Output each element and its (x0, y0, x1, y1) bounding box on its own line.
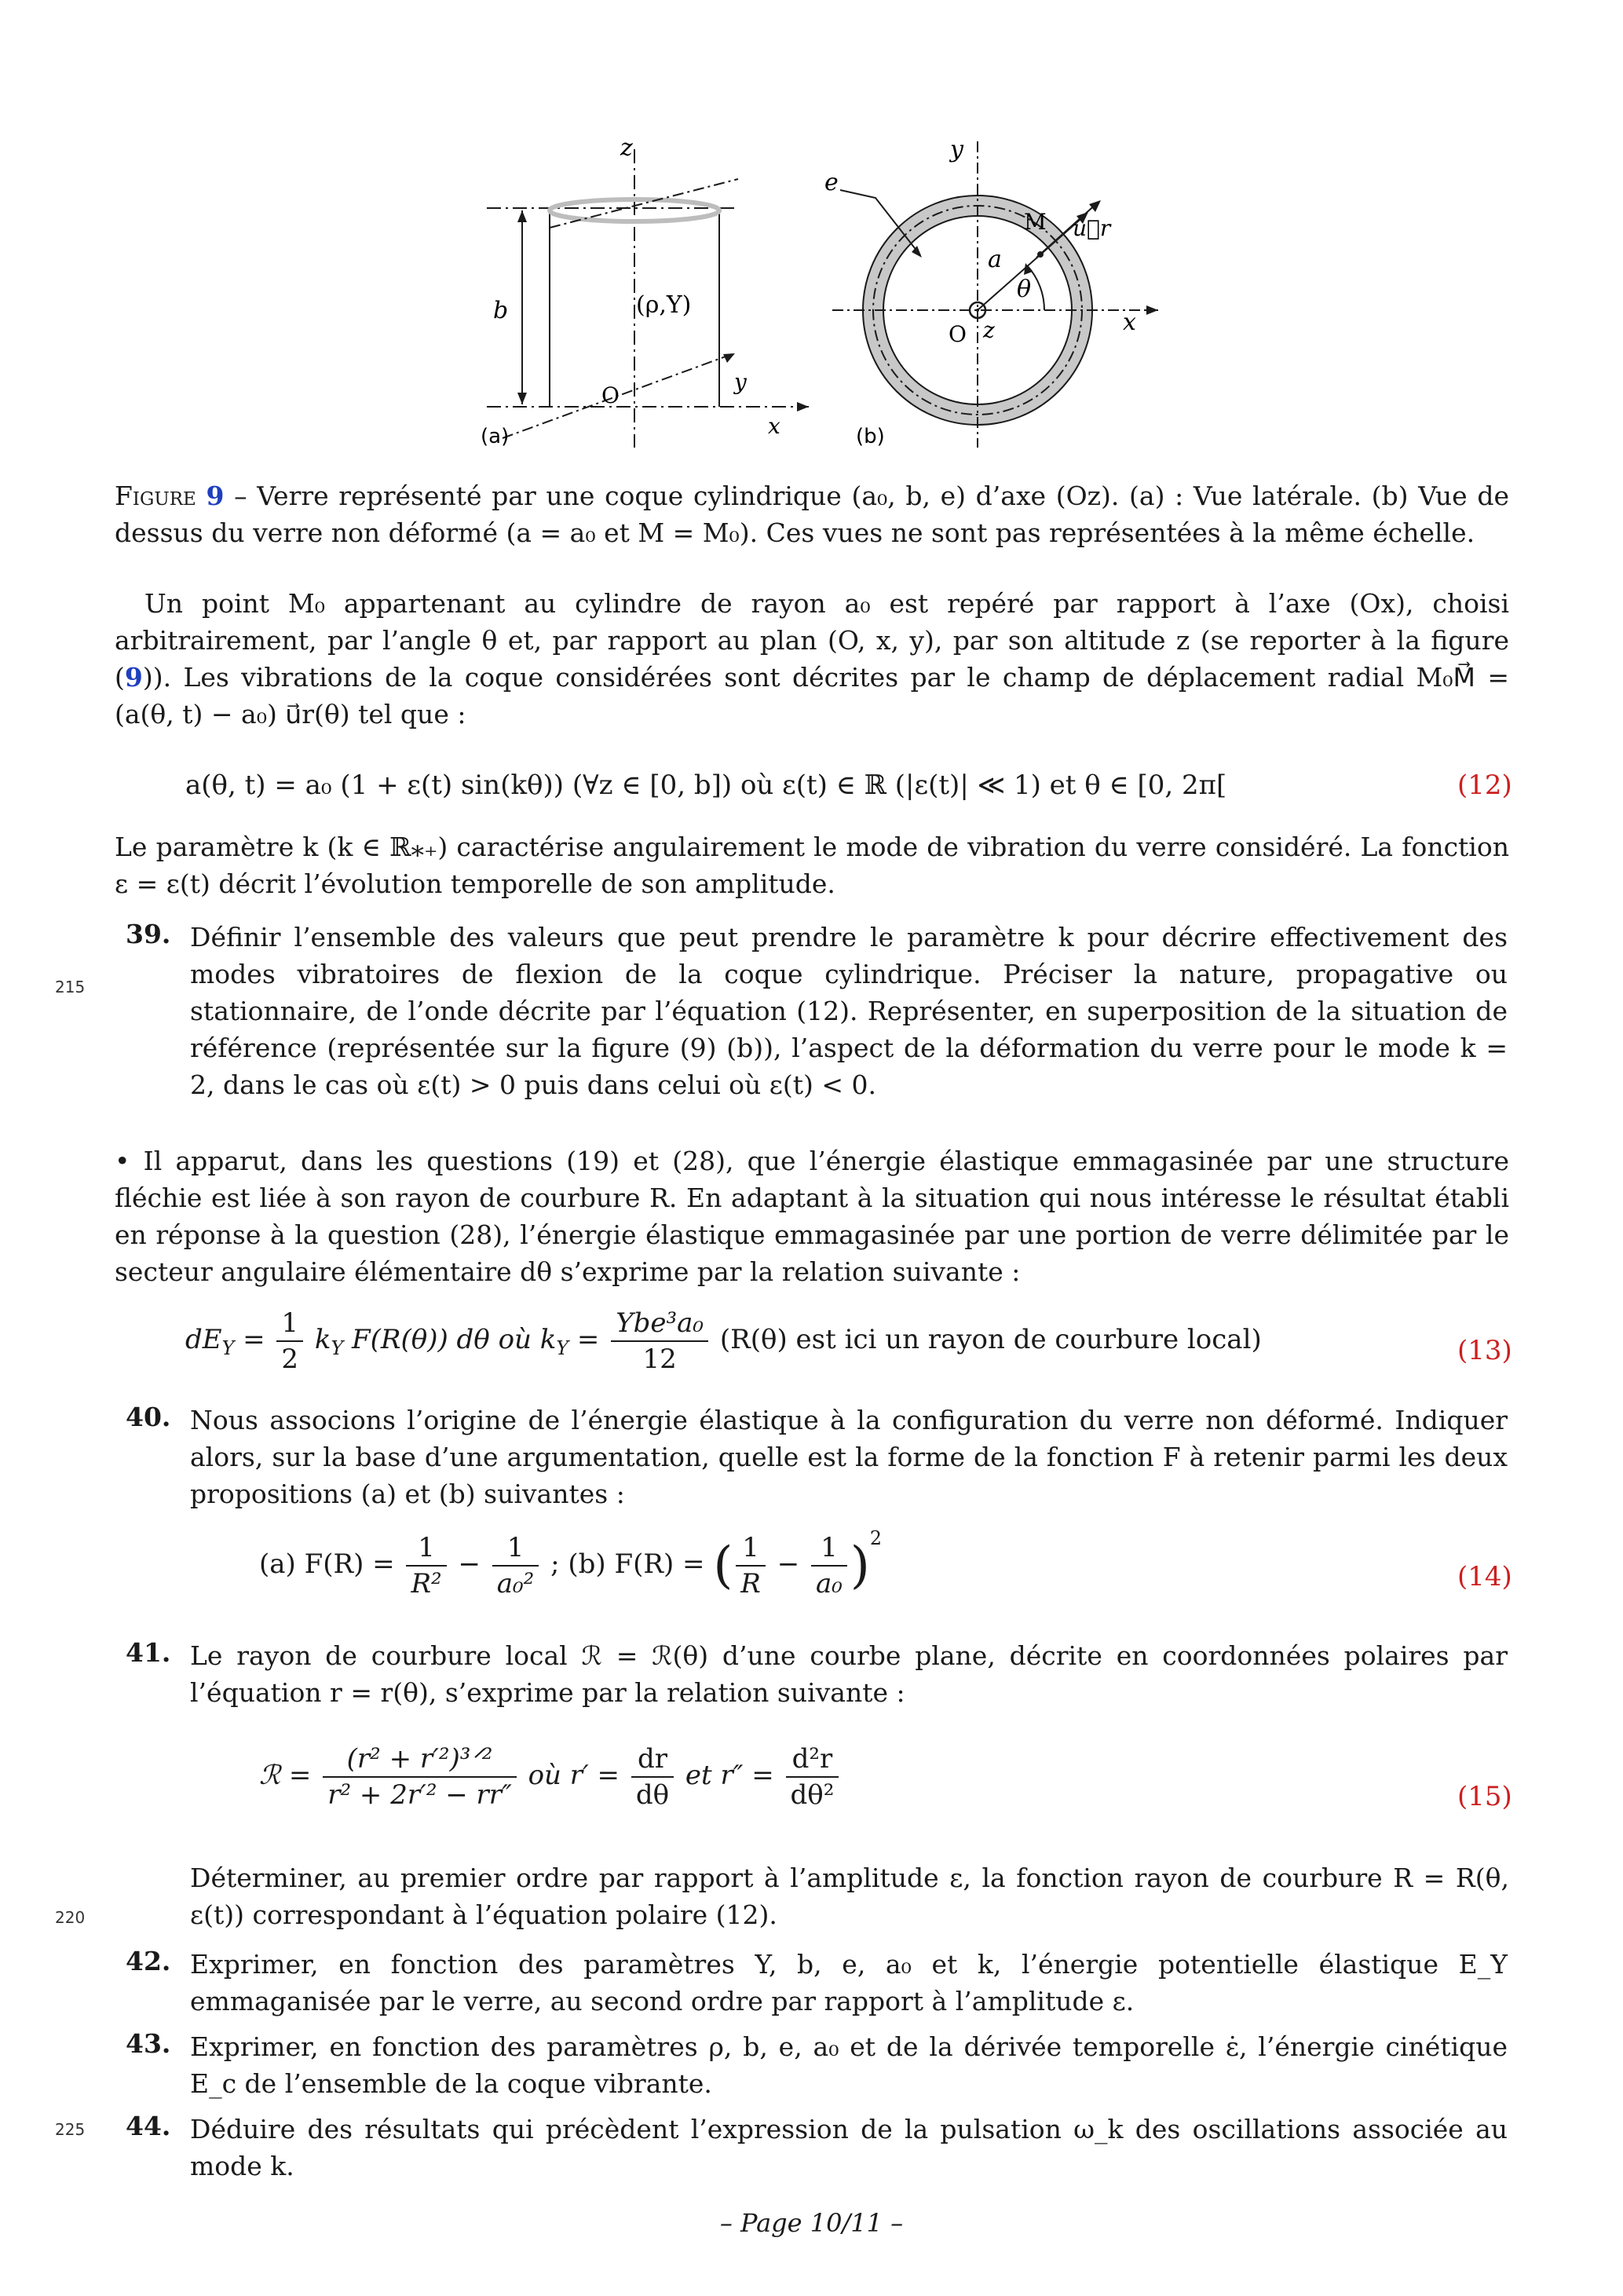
question-41-number: 41. (126, 1637, 171, 1668)
eq15-den: r² + 2r′² − rr″ (327, 1779, 512, 1811)
question-40 (126, 1402, 1508, 1512)
eq14-frac3 (736, 1532, 766, 1600)
caption-label: Figure (115, 481, 196, 511)
question-43-text: Exprimer, en fonction des paramètres ρ, b, e, a₀ et de la dérivée temporelle ε̇, l’énergie cinétique E_c de l’ensemble de la coque vibrante. (190, 2031, 1508, 2099)
intro-fig-ref: 9 (124, 662, 143, 693)
fig-a-tag: (a) (481, 425, 510, 448)
fig-a-O-label: O (601, 382, 620, 408)
fig-a-z-label: z (620, 134, 633, 162)
fig-b-y-label: y (950, 136, 963, 163)
line-number-225: 225 (55, 2120, 86, 2139)
eq15-lhs: ℛ = (259, 1760, 320, 1791)
question-41-part2: Déterminer, au premier ordre par rapport à l’amplitude ε, la fonction rayon de courbure R = R(θ, ε(t)) correspondant à l’équation polaire (12). (190, 1863, 1509, 1930)
question-42-text: Exprimer, en fonction des paramètres Y, b, e, a₀ et k, l’énergie potentielle élastique E_Y emmaganisée par le verre, au second ordre par rapport à l’amplitude ε. (190, 1949, 1508, 2016)
eq13-half (276, 1307, 303, 1375)
figure-9 (440, 126, 1193, 463)
fig-b-z-label: z (983, 317, 995, 343)
eq14-frac1 (406, 1532, 446, 1600)
question-39-text: Définir l’ensemble des valeurs que peut prendre le paramètre k pour décrire effectivement des modes vibratoires de flexion de la coque cylindrique. Préciser la nature, propagative ou stationnaire, de l’onde décrite par l’équation (12). Représenter, en superposition de la situation de référence (représentée sur la figure (9) (b)), l’aspect de la déformation du verre pour le mode k = 2, dans le cas où ε(t) > 0 puis dans celui où ε(t) < 0. (190, 922, 1508, 1100)
eq14-d1: R² (411, 1568, 442, 1600)
fig-b-M-label: M (1024, 209, 1047, 235)
fig-a-x-label: x (768, 413, 780, 439)
fig-b-tag: (b) (856, 425, 885, 448)
eq15-d2: dθ (635, 1779, 670, 1811)
fig-b-theta-label: θ (1017, 276, 1032, 303)
eq14-frac4 (811, 1532, 847, 1600)
page-footer: – Page 10/11 – (719, 2208, 904, 2238)
eq15-d3: dθ² (790, 1779, 835, 1811)
eq13-eq2: = (568, 1324, 609, 1355)
caption-text: – Verre représenté par une coque cylindrique (a₀, b, e) d’axe (Oz). (a) : Vue latérale. (b) Vue de dessus du verre non déformé (a = a₀ et M = M₀). Ces vues ne sont pas représentées à la même échelle. (115, 481, 1509, 548)
question-39 (126, 919, 1508, 1103)
intro-p1-a: Un point M₀ appartenant au cylindre de rayon a₀ est repéré par rapport à l’axe (Ox), choisi arbitrairement, par l’angle θ et, par rapport au plan (O, x, y), par son altitude z (se reporter à la figure ( (115, 588, 1509, 693)
figure-caption (115, 477, 1509, 551)
question-44-number: 44. (126, 2111, 171, 2141)
fig-a-b-label: b (493, 297, 509, 324)
equation-14: (a) F(R) = $\frac{1}{\text{R²}}$ − $\frac{1}{\text{a₀²}}$ ; (b) F(R) = ( $\frac{1}{R}$ − $\frac{1}{\text{a₀}}$ )$^2$ (259, 1527, 883, 1600)
fig-b-a-label: a (988, 246, 1002, 273)
equation-15-number: (15) (1457, 1781, 1512, 1812)
question-43-number: 43. (126, 2028, 171, 2059)
fig-b-O-label: O (949, 321, 967, 347)
eq13-half-den: 2 (281, 1344, 299, 1375)
eq15-mid: où r′ = (528, 1760, 628, 1791)
eq14-frac2 (492, 1532, 539, 1600)
equation-14-number: (14) (1457, 1561, 1512, 1592)
eq14-a: (a) F(R) = (259, 1548, 404, 1580)
eq15-frac3 (786, 1743, 839, 1811)
equation-13-number: (13) (1457, 1335, 1512, 1366)
line-number-220: 220 (55, 1908, 86, 1927)
eq13-k: k (314, 1324, 331, 1355)
fig-b-ur-label: u⃗r (1073, 215, 1111, 241)
eq13-kfrac (611, 1307, 708, 1375)
question-42 (126, 1946, 1508, 2020)
eq14-n2: 1 (492, 1532, 539, 1567)
intro-paragraph (115, 585, 1509, 733)
eq14-minus: − (449, 1548, 489, 1580)
eq15-et: et r″ = (685, 1760, 783, 1791)
equation-12: a(θ, t) = a₀ (1 + ε(t) sin(kθ)) (∀z ∈ [0, b]) où ε(t) ∈ ℝ (|ε(t)| ≪ 1) et θ ∈ [0, 2π[ (185, 770, 1227, 801)
equation-13: $dE_Y$ = $\frac{1}{2}$ $k_Y$ F(R(θ)) dθ où $k_Y$ = $\frac{\text{Ybe³a₀}}{12}$ (R(θ) est ici un rayon de courbure local) (185, 1307, 1262, 1375)
eq14-n4: 1 (811, 1532, 847, 1567)
question-42-number: 42. (126, 1946, 171, 1976)
eq13-kfrac-num: Ybe³a₀ (611, 1307, 708, 1342)
eq15-frac1 (323, 1743, 517, 1811)
eq15-num: (r² + r′²)³ᐟ² (323, 1743, 517, 1778)
eq15-n2: dr (631, 1743, 674, 1778)
intro-p1-b: )). Les vibrations de la coque considérées sont décrites par le champ de déplacement radial M₀M⃗ = (a(θ, t) − a₀) u⃗r(θ) tel que : (115, 662, 1509, 729)
eq13-F: F(R(θ)) dθ où k (352, 1324, 557, 1355)
question-44-text: Déduire des résultats qui précèdent l’expression de la pulsation ω_k des oscillations associée au mode k. (190, 2114, 1508, 2181)
eq13-comment: (R(θ) est ici un rayon de courbure local) (719, 1324, 1262, 1355)
fig-a-rhoY-label: (ρ,Y) (636, 291, 692, 319)
question-41-text: Le rayon de courbure local ℛ = ℛ(θ) d’une courbe plane, décrite en coordonnées polaires par l’équation r = r(θ), s’exprime par la relation suivante : (190, 1640, 1508, 1708)
eq14-d2: a₀² (496, 1568, 535, 1600)
equation-15 (259, 1743, 842, 1811)
question-44 (126, 2111, 1508, 2184)
line-number-215: 215 (55, 978, 86, 996)
eq13-eq: = (234, 1324, 274, 1355)
question-40-number: 40. (126, 1402, 171, 1432)
figure-9b-top-view (832, 141, 1158, 448)
equation-12-number: (12) (1457, 770, 1512, 801)
eq14-n1: 1 (406, 1532, 446, 1567)
fig-b-e-label: e (824, 169, 839, 196)
eq14-n3: 1 (736, 1532, 766, 1567)
caption-number: 9 (206, 481, 225, 511)
eq15-n3: d²r (786, 1743, 839, 1778)
eq13-kfrac-den: 12 (642, 1344, 677, 1375)
question-39-number: 39. (126, 919, 171, 949)
eq14-d4: a₀ (816, 1568, 843, 1600)
question-41 (126, 1637, 1508, 1711)
eq14-sep: ; (b) F(R) = (550, 1548, 714, 1580)
eq13-dE: dE (185, 1324, 222, 1355)
fig-b-x-label: x (1123, 309, 1136, 336)
bullet-paragraph: • Il apparut, dans les questions (19) et (28), que l’énergie élastique emmagasinée par une structure fléchie est liée à son rayon de courbure R. En adaptant à la situation qui nous intéresse le résultat établi en réponse à la question (28), l’énergie élastique emmagasinée par une portion de verre délimitée par le secteur angulaire élémentaire dθ s’exprime par la relation suivante : (115, 1146, 1509, 1287)
eq14-d3: R (740, 1568, 761, 1600)
question-43 (126, 2028, 1508, 2102)
parameter-paragraph: Le paramètre k (k ∈ ℝ⁎₊) caractérise angulairement le mode de vibration du verre considéré. La fonction ε = ε(t) décrit l’évolution temporelle de son amplitude. (115, 832, 1509, 899)
eq13-half-num: 1 (276, 1307, 303, 1342)
eq15-frac2 (631, 1743, 674, 1811)
fig-a-y-label: y (734, 369, 747, 395)
question-40-text: Nous associons l’origine de l’énergie élastique à la configuration du verre non déformé. Indiquer alors, sur la base d’une argumentation, quelle est la forme de la fonction F à retenir parmi les deux propositions (a) et (b) suivantes : (190, 1405, 1508, 1509)
eq14-power: 2 (869, 1527, 883, 1549)
